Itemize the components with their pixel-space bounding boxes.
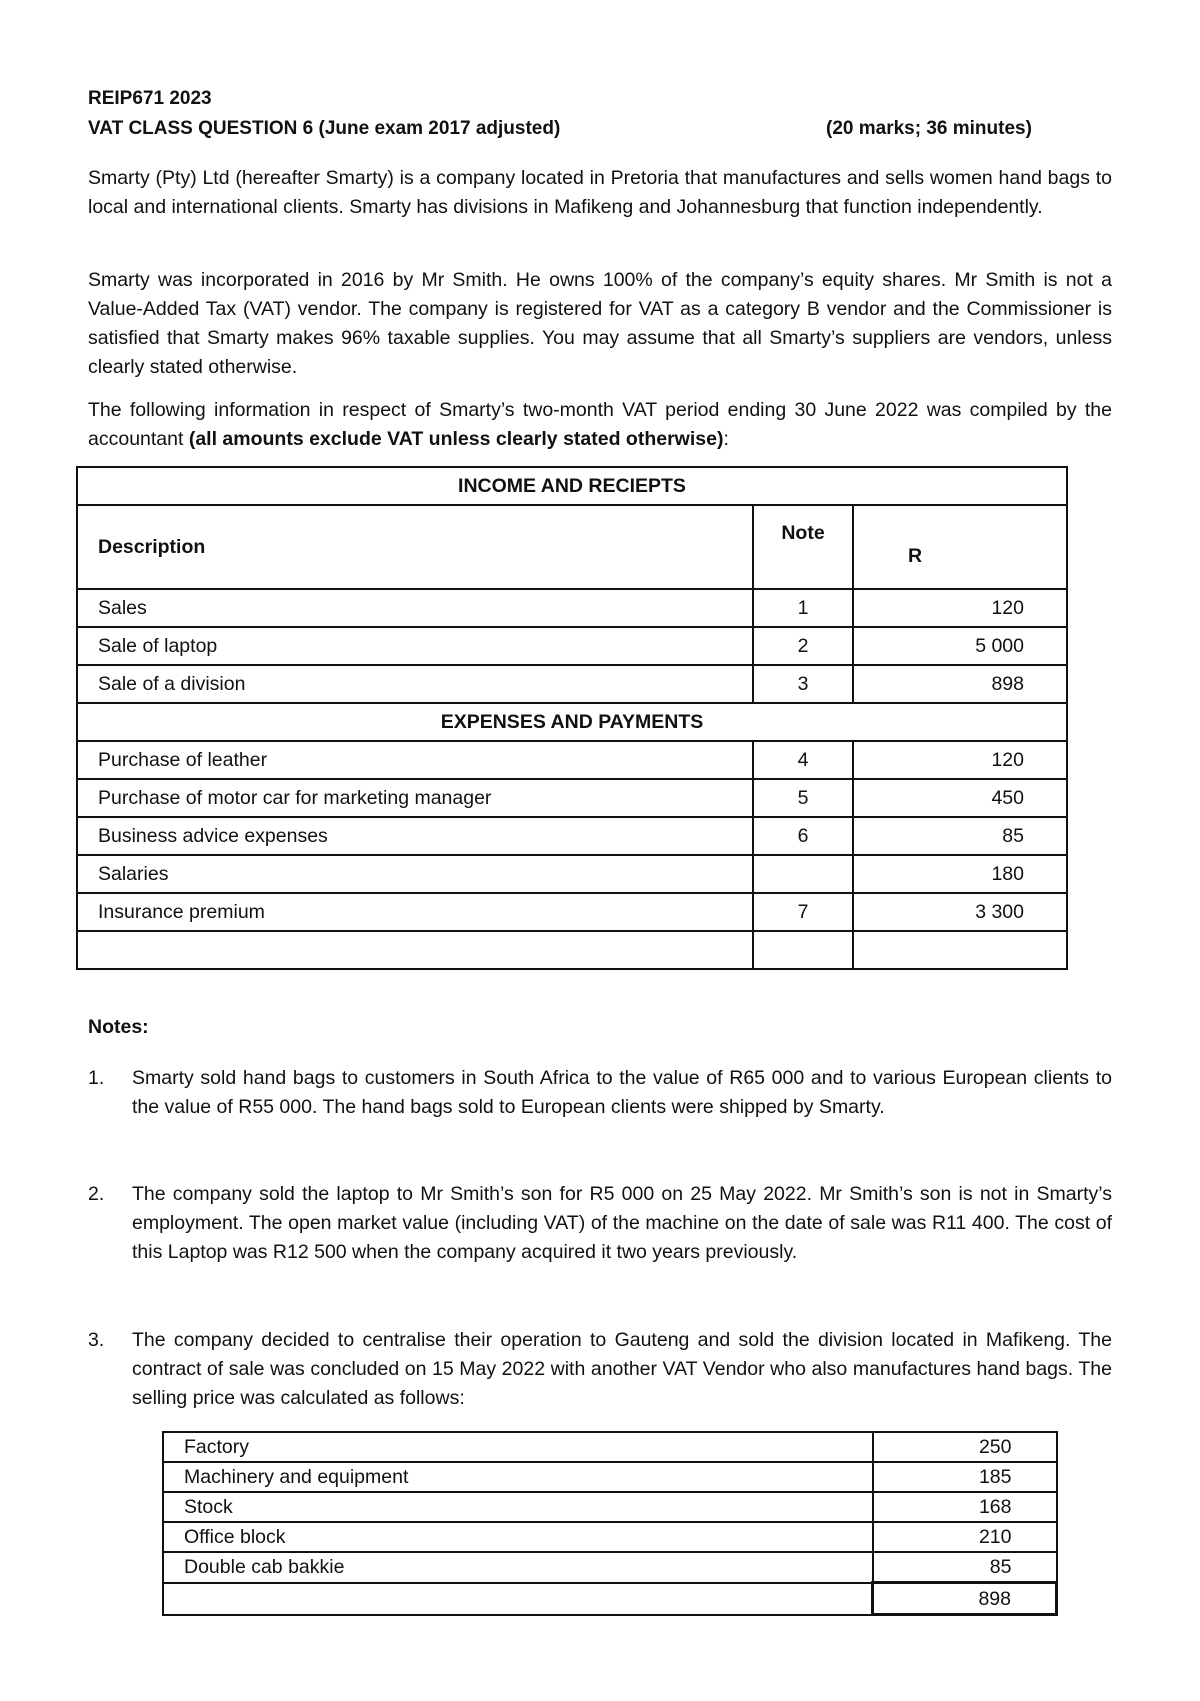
- col-amount-label: R: [907, 544, 923, 567]
- division-item: Office block: [163, 1522, 873, 1552]
- total-row: [163, 1583, 1057, 1615]
- row-amount: 898: [853, 665, 1067, 703]
- note-text: Smarty sold hand bags to customers in South Africa to the value of R65 000 and to various European clients to the value of R55 000. The hand bags sold to European clients were shipped by Smarty.: [132, 1067, 1112, 1118]
- row-amount: 5 000: [853, 627, 1067, 665]
- division-total: 898: [873, 1583, 1057, 1615]
- table-row: [77, 817, 1067, 855]
- row-note: [753, 855, 853, 893]
- empty-cell: [753, 931, 853, 969]
- total-label-cell: [163, 1583, 873, 1615]
- empty-cell: [853, 931, 1067, 969]
- division-item: Machinery and equipment: [163, 1462, 873, 1492]
- intro-paragraph-3: [88, 396, 1112, 454]
- table-row: [163, 1432, 1057, 1462]
- note-number: 3.: [88, 1329, 105, 1351]
- row-description: Sale of a division: [77, 665, 753, 703]
- row-description: Salaries: [77, 855, 753, 893]
- row-amount: 450: [853, 779, 1067, 817]
- marks-info: (20 marks; 36 minutes): [826, 118, 1032, 139]
- division-price-table: [162, 1431, 1058, 1616]
- note-item: [88, 1064, 1112, 1122]
- para3-bold: (all amounts exclude VAT unless clearly stated otherwise): [188, 428, 724, 450]
- row-note: 7: [753, 893, 853, 931]
- expense-heading: EXPENSES AND PAYMENTS: [77, 703, 1067, 741]
- col-note-label: Note: [781, 522, 825, 544]
- division-value: 85: [873, 1552, 1057, 1583]
- question-title: VAT CLASS QUESTION 6 (June exam 2017 adjusted): [88, 118, 561, 139]
- row-amount: 120: [853, 741, 1067, 779]
- division-value: 250: [873, 1432, 1057, 1462]
- row-description: Business advice expenses: [77, 817, 753, 855]
- row-amount: 3 300: [853, 893, 1067, 931]
- row-note: 3: [753, 665, 853, 703]
- table-row: [77, 589, 1067, 627]
- division-value: 210: [873, 1522, 1057, 1552]
- col-description: Description: [77, 505, 753, 589]
- notes-title: Notes:: [88, 1016, 149, 1038]
- row-note: 1: [753, 589, 853, 627]
- row-description: Purchase of leather: [77, 741, 753, 779]
- row-note: 2: [753, 627, 853, 665]
- table-row: [77, 893, 1067, 931]
- row-amount: 120: [853, 589, 1067, 627]
- note-item: [88, 1180, 1112, 1267]
- table-row: [163, 1552, 1057, 1583]
- row-description: Insurance premium: [77, 893, 753, 931]
- table-row: [77, 741, 1067, 779]
- empty-cell: [77, 931, 753, 969]
- note-number: 2.: [88, 1183, 105, 1205]
- col-note: [753, 505, 853, 589]
- empty-row: [77, 931, 1067, 969]
- col-amount: [853, 505, 1067, 589]
- table-row: [77, 855, 1067, 893]
- income-heading: INCOME AND RECIEPTS: [77, 467, 1067, 505]
- para3-end: :: [723, 428, 729, 450]
- row-description: Purchase of motor car for marketing manager: [77, 779, 753, 817]
- division-item: Factory: [163, 1432, 873, 1462]
- table-row: [77, 665, 1067, 703]
- course-code: REIP671 2023: [88, 88, 212, 109]
- table-row: [77, 779, 1067, 817]
- row-amount: 180: [853, 855, 1067, 893]
- row-note: 6: [753, 817, 853, 855]
- income-expense-table: [76, 466, 1068, 970]
- note-text: The company sold the laptop to Mr Smith’s son for R5 000 on 25 May 2022. Mr Smith’s son is not in Smarty’s employment. The open market value (including VAT) of the machine on the date of sale was R11 400. The cost of this Laptop was R12 500 when the company acquired it two years previously.: [132, 1183, 1112, 1263]
- row-note: 4: [753, 741, 853, 779]
- row-amount: 85: [853, 817, 1067, 855]
- division-item: Double cab bakkie: [163, 1552, 873, 1583]
- intro-paragraph-1: Smarty (Pty) Ltd (hereafter Smarty) is a company located in Pretoria that manufactures and sells women hand bags to local and international clients. Smarty has divisions in Mafikeng and Johannesburg that function independently.: [88, 167, 1112, 218]
- table-row: [163, 1522, 1057, 1552]
- division-value: 168: [873, 1492, 1057, 1522]
- division-item: Stock: [163, 1492, 873, 1522]
- table-row: [163, 1462, 1057, 1492]
- table-row: [163, 1492, 1057, 1522]
- note-item: [88, 1326, 1112, 1413]
- note-text: The company decided to centralise their operation to Gauteng and sold the division located in Mafikeng. The contract of sale was concluded on 15 May 2022 with another VAT Vendor who also manufactures hand bags. The selling price was calculated as follows:: [132, 1329, 1112, 1409]
- table-row: [77, 627, 1067, 665]
- row-note: 5: [753, 779, 853, 817]
- row-description: Sale of laptop: [77, 627, 753, 665]
- intro-paragraph-2: Smarty was incorporated in 2016 by Mr Smith. He owns 100% of the company’s equity shares. Mr Smith is not a Value-Added Tax (VAT) vendor. The company is registered for VAT as a category B vendor and the Commissioner is satisfied that Smarty makes 96% taxable supplies. You may assume that all Smarty’s suppliers are vendors, unless clearly stated otherwise.: [88, 269, 1112, 378]
- division-value: 185: [873, 1462, 1057, 1492]
- para3-lead: The following information in respect of Smarty’s two-month VAT period ending 30 June 2022 was compiled by the accountant: [88, 399, 1112, 450]
- note-number: 1.: [88, 1067, 105, 1089]
- row-description: Sales: [77, 589, 753, 627]
